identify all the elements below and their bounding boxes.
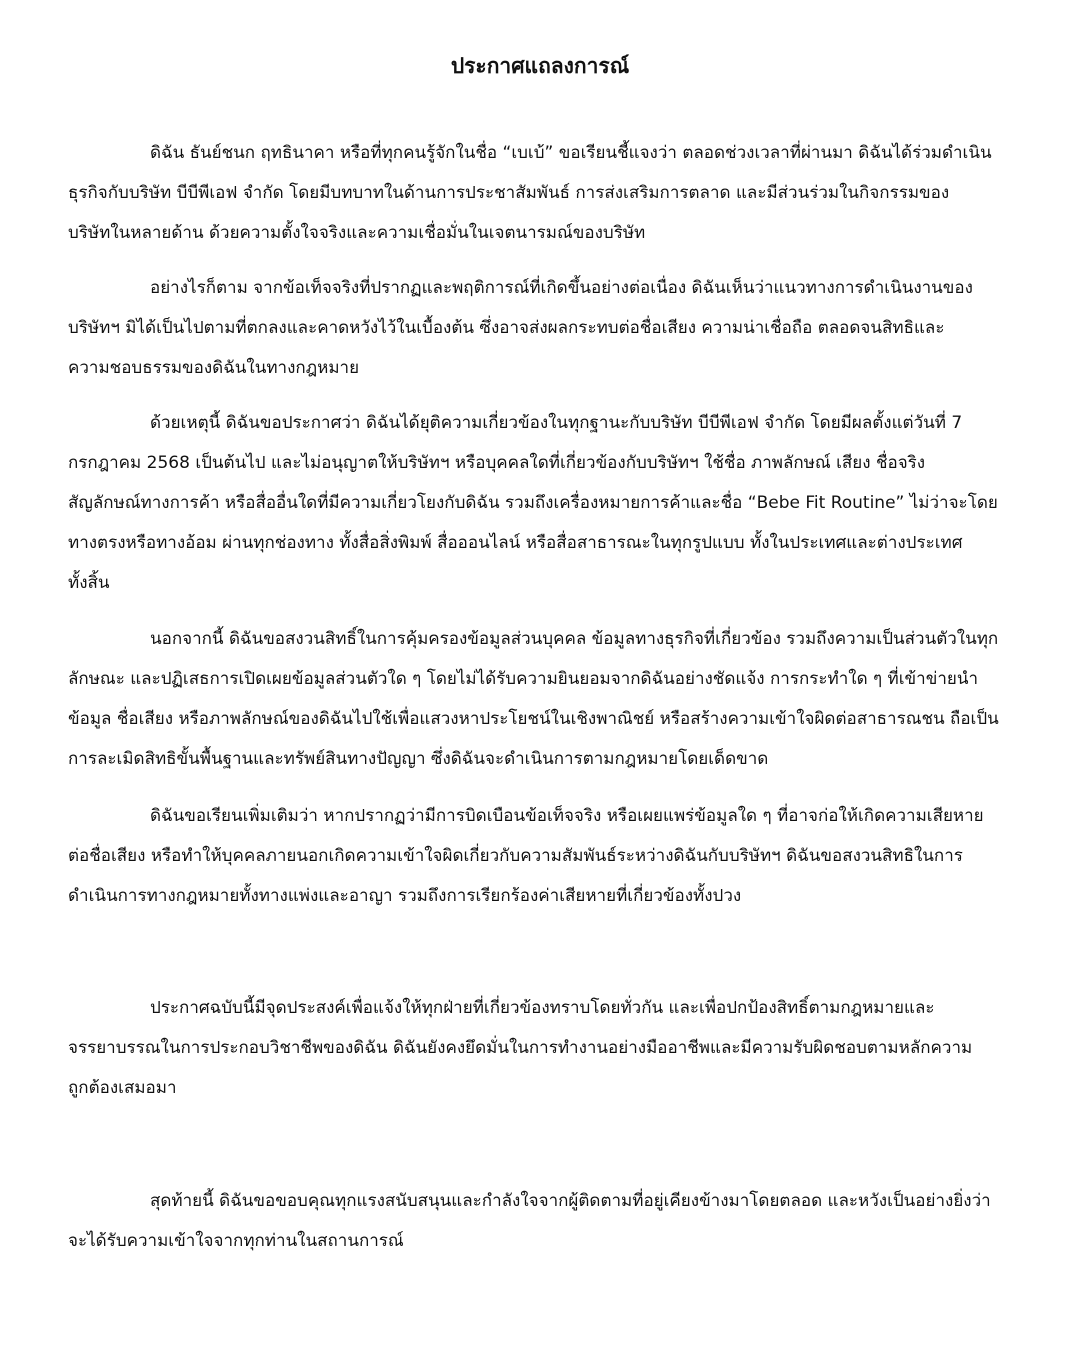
- paragraph-line: จรรยาบรรณในการประกอบวิชาชีพของดิฉัน ดิฉันยังคงยึดมั่นในการทำงานอย่างมืออาชีพและมีความรับผิดชอบตามหลักความ: [68, 1038, 973, 1058]
- paragraph-line: บริษัทฯ มิได้เป็นไปตามที่ตกลงและคาดหวังไว้ในเบื้องต้น ซึ่งอาจส่งผลกระทบต่อชื่อเสียง ความน่าเชื่อถือ ตลอดจนสิทธิและ: [68, 318, 945, 338]
- paragraph-intro: [68, 133, 1028, 253]
- paragraph-line: ประกาศฉบับนี้มีจุดประสงค์เพื่อแจ้งให้ทุกฝ่ายที่เกี่ยวข้องทราบโดยทั่วกัน และเพื่อปกป้องสิทธิ์ตามกฎหมายและ: [150, 998, 935, 1018]
- paragraph-purpose: [68, 988, 1028, 1108]
- paragraph-line: ทั้งสิ้น: [68, 573, 110, 593]
- paragraph-closing: [68, 1181, 1028, 1261]
- paragraph-line: ถูกต้องเสมอมา: [68, 1078, 177, 1098]
- paragraph-concern: [68, 268, 1028, 388]
- paragraph-line: ด้วยเหตุนี้ ดิฉันขอประกาศว่า ดิฉันได้ยุติความเกี่ยวข้องในทุกฐานะกับบริษัท บีบีพีเอฟ จำกัด โดยมีผลตั้งแต่วันที่ 7: [150, 413, 963, 433]
- document-title: ประกาศแถลงการณ์: [450, 54, 630, 78]
- paragraph-line: ธุรกิจกับบริษัท บีบีพีเอฟ จำกัด โดยมีบทบาทในด้านการประชาสัมพันธ์ การส่งเสริมการตลาด และมีส่วนร่วมในกิจกรรมของ: [68, 183, 950, 203]
- paragraph-line: บริษัทในหลายด้าน ด้วยความตั้งใจจริงและความเชื่อมั่นในเจตนารมณ์ของบริษัท: [68, 223, 646, 243]
- paragraph-line: ต่อชื่อเสียง หรือทำให้บุคคลภายนอกเกิดความเข้าใจผิดเกี่ยวกับความสัมพันธ์ระหว่างดิฉันกับบริษัทฯ ดิฉันขอสงวนสิทธิในการ: [68, 846, 963, 866]
- paragraph-line: การละเมิดสิทธิขั้นพื้นฐานและทรัพย์สินทางปัญญา ซึ่งดิฉันจะดำเนินการตามกฎหมายโดยเด็ดขาด: [68, 749, 769, 769]
- paragraph-line: สุดท้ายนี้ ดิฉันขอขอบคุณทุกแรงสนับสนุนและกำลังใจจากผู้ติดตามที่อยู่เคียงข้างมาโดยตลอด และหวังเป็นอย่างยิ่งว่า: [150, 1191, 991, 1211]
- paragraph-line: ทางตรงหรือทางอ้อม ผ่านทุกช่องทาง ทั้งสื่อสิ่งพิมพ์ สื่อออนไลน์ หรือสื่อสาธารณะในทุกรูปแบบ ทั้งในประเทศและต่างประเทศ: [68, 533, 963, 553]
- paragraph-termination: [68, 403, 1028, 603]
- paragraph-line: ดิฉัน ธันย์ชนก ฤทธินาคา หรือที่ทุกคนรู้จักในชื่อ “เบเบ้” ขอเรียนชี้แจงว่า ตลอดช่วงเวลาที่ผ่านมา ดิฉันได้ร่วมดำเนิน: [150, 143, 992, 163]
- paragraph-line: ลักษณะ และปฏิเสธการเปิดเผยข้อมูลส่วนตัวใด ๆ โดยไม่ได้รับความยินยอมจากดิฉันอย่างชัดแจ้ง การกระทำใด ๆ ที่เข้าข่ายนำ: [68, 669, 979, 689]
- paragraph-line: สัญลักษณ์ทางการค้า หรือสื่ออื่นใดที่มีความเกี่ยวโยงกับดิฉัน รวมถึงเครื่องหมายการค้าและชื่อ “Bebe Fit Routine” ไม่ว่าจะโดย: [68, 493, 998, 513]
- paragraph-line: อย่างไรก็ตาม จากข้อเท็จจริงที่ปรากฏและพฤติการณ์ที่เกิดขึ้นอย่างต่อเนื่อง ดิฉันเห็นว่าแนวทางการดำเนินงานของ: [150, 278, 973, 298]
- paragraph-line: กรกฎาคม 2568 เป็นต้นไป และไม่อนุญาตให้บริษัทฯ หรือบุคคลใดที่เกี่ยวข้องกับบริษัทฯ ใช้ชื่อ ภาพลักษณ์ เสียง ชื่อจริง: [68, 453, 926, 473]
- paragraph-line: ข้อมูล ชื่อเสียง หรือภาพลักษณ์ของดิฉันไปใช้เพื่อแสวงหาประโยชน์ในเชิงพาณิชย์ หรือสร้างความเข้าใจผิดต่อสาธารณชน ถือเป็น: [68, 709, 999, 729]
- paragraph-line: ดิฉันขอเรียนเพิ่มเติมว่า หากปรากฏว่ามีการบิดเบือนข้อเท็จจริง หรือเผยแพร่ข้อมูลใด ๆ ที่อาจก่อให้เกิดความเสียหาย: [150, 806, 984, 826]
- paragraph-privacy: [68, 619, 1028, 779]
- paragraph-line: ดำเนินการทางกฎหมายทั้งทางแพ่งและอาญา รวมถึงการเรียกร้องค่าเสียหายที่เกี่ยวข้องทั้งปวง: [68, 886, 742, 906]
- paragraph-legal-action: [68, 796, 1028, 916]
- paragraph-line: นอกจากนี้ ดิฉันขอสงวนสิทธิ์ในการคุ้มครองข้อมูลส่วนบุคคล ข้อมูลทางธุรกิจที่เกี่ยวข้อง รวมถึงความเป็นส่วนตัวในทุก: [150, 629, 999, 649]
- paragraph-line: ความชอบธรรมของดิฉันในทางกฎหมาย: [68, 358, 360, 378]
- paragraph-line: จะได้รับความเข้าใจจากทุกท่านในสถานการณ์: [68, 1231, 404, 1251]
